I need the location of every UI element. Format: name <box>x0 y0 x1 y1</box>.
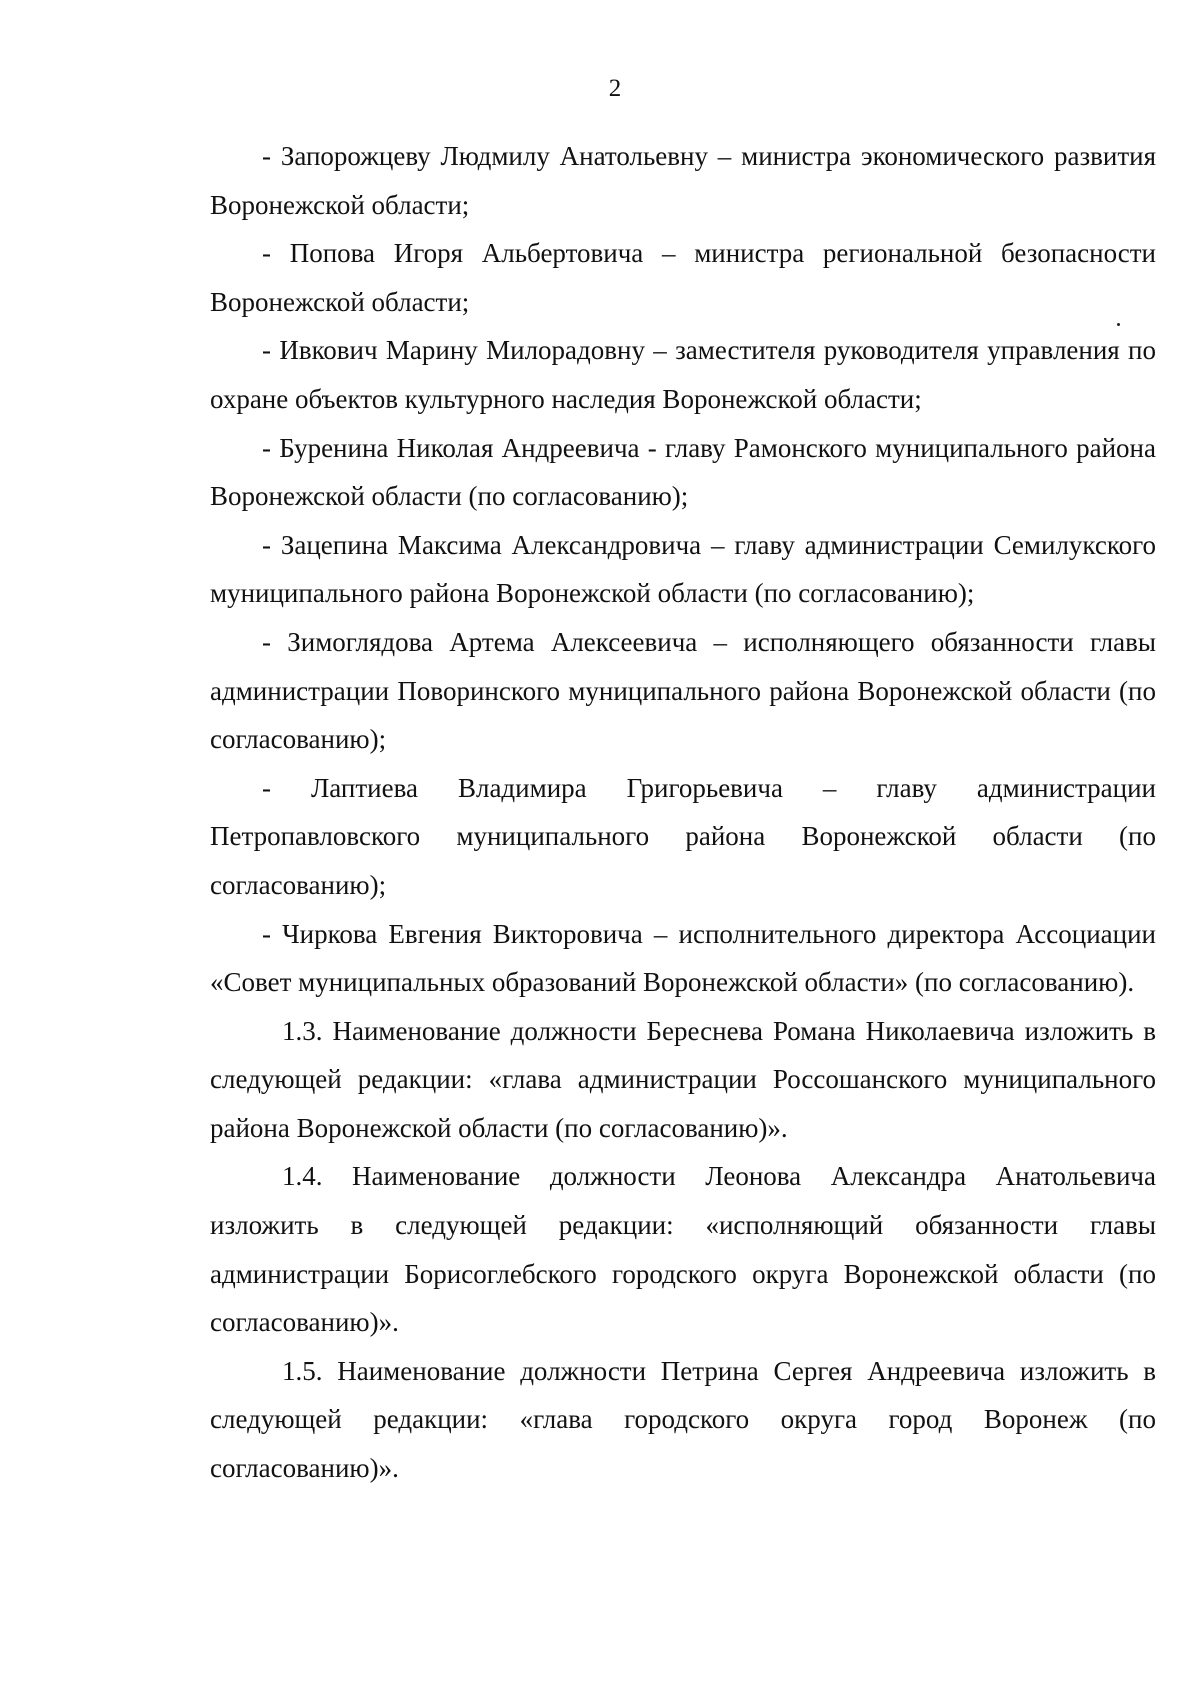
list-item: - Чиркова Евгения Викторовича – исполнительного директора Ассоциации «Совет муниципальных образований Воронежской области» (по согласованию). <box>210 918 1156 998</box>
clause-paragraph: 1.3. Наименование должности Береснева Романа Николаевича изложить в следующей редакции: «глава администрации Россошанского муниципального района Воронежской области (по согласованию)». <box>210 1015 1156 1143</box>
list-item: - Лаптиева Владимира Григорьевича – главу администрации Петропавловского муниципального района Воронежской области (по согласованию); <box>210 772 1156 900</box>
list-item: - Запорожцеву Людмилу Анатольевну – министра экономического развития Воронежской области; <box>210 141 1156 220</box>
list-item: - Ивкович Марину Милорадовну – заместителя руководителя управления по охране объектов культурного наследия Воронежской области; <box>210 335 1156 414</box>
list-item: - Зацепина Максима Александровича – главу администрации Семилукского муниципального района Воронежской области (по согласованию); <box>210 529 1156 609</box>
clause-paragraph: 1.4. Наименование должности Леонова Александра Анатольевича изложить в следующей редакции: «исполняющий обязанности главы администрации Борисоглебского городского округа Воронежской области (по согласованию)». <box>210 1161 1156 1338</box>
document-body <box>210 132 1156 1493</box>
clause-paragraph: 1.5. Наименование должности Петрина Сергея Андреевича изложить в следующей редакции: «глава городского округа город Воронеж (по согласованию)». <box>210 1355 1156 1484</box>
page-number: 2 <box>608 75 622 102</box>
list-item: - Буренина Николая Андреевича - главу Рамонского муниципального района Воронежской области (по согласованию); <box>210 432 1156 512</box>
list-item: - Попова Игоря Альбертовича – министра региональной безопасности Воронежской области; <box>210 238 1156 317</box>
list-item: - Зимоглядова Артема Алексеевича – исполняющего обязанности главы администрации Поворинского муниципального района Воронежской области (по согласованию); <box>210 626 1156 755</box>
